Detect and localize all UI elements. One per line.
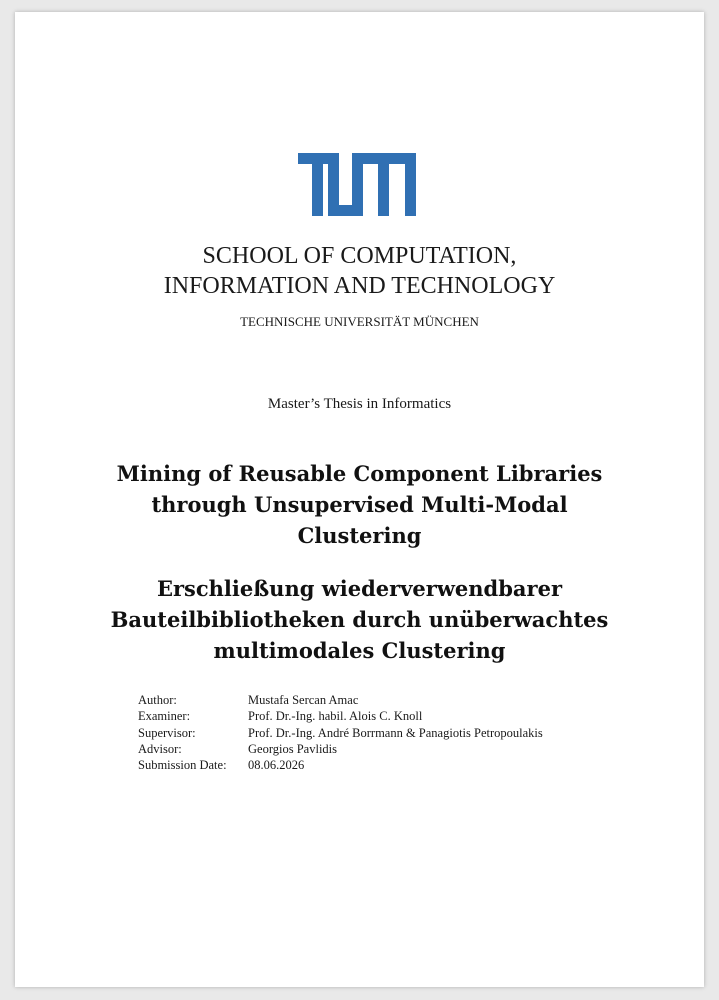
meta-value: Mustafa Sercan Amac xyxy=(248,693,359,707)
thesis-type: Master’s Thesis in Informatics xyxy=(267,396,452,412)
meta-label: Advisor: xyxy=(138,741,182,756)
meta-label: Submission Date: xyxy=(138,758,227,773)
meta-row-advisor xyxy=(138,741,543,757)
tum-logo xyxy=(298,153,416,216)
title-de-line: Erschließung wiederverwendbarer xyxy=(156,576,563,601)
meta-row-supervisor xyxy=(138,725,543,741)
meta-row-author xyxy=(138,692,543,708)
university-name: TECHNISCHE UNIVERSITÄT MÜNCHEN xyxy=(240,314,479,329)
document-page xyxy=(15,12,704,987)
meta-label: Examiner: xyxy=(138,709,191,724)
title-en-line: through Unsupervised Multi-Modal xyxy=(151,492,568,517)
thesis-title-english xyxy=(15,458,704,551)
title-de-line: multimodales Clustering xyxy=(213,638,506,663)
school-name-line-1: SCHOOL OF COMPUTATION, xyxy=(202,243,517,269)
meta-label: Author: xyxy=(138,693,177,707)
meta-value: Georgios Pavlidis xyxy=(248,741,338,756)
meta-value: Prof. Dr.-Ing. habil. Alois C. Knoll xyxy=(248,709,423,724)
meta-value: Prof. Dr.-Ing. André Borrmann & Panagiotis Petropoulakis xyxy=(248,725,543,740)
thesis-title-german xyxy=(15,573,704,666)
thesis-metadata xyxy=(138,692,543,773)
meta-row-examiner xyxy=(138,708,543,724)
title-en-line: Mining of Reusable Component Libraries xyxy=(116,461,603,486)
meta-label: Supervisor: xyxy=(138,725,196,740)
meta-value: 08.06.2026 xyxy=(248,758,305,773)
school-name-line-2: INFORMATION AND TECHNOLOGY xyxy=(163,273,556,299)
title-en-line: Clustering xyxy=(297,523,422,548)
title-de-line: Bauteilbibliotheken durch unüberwachtes xyxy=(110,607,609,632)
meta-row-submission-date xyxy=(138,757,543,773)
